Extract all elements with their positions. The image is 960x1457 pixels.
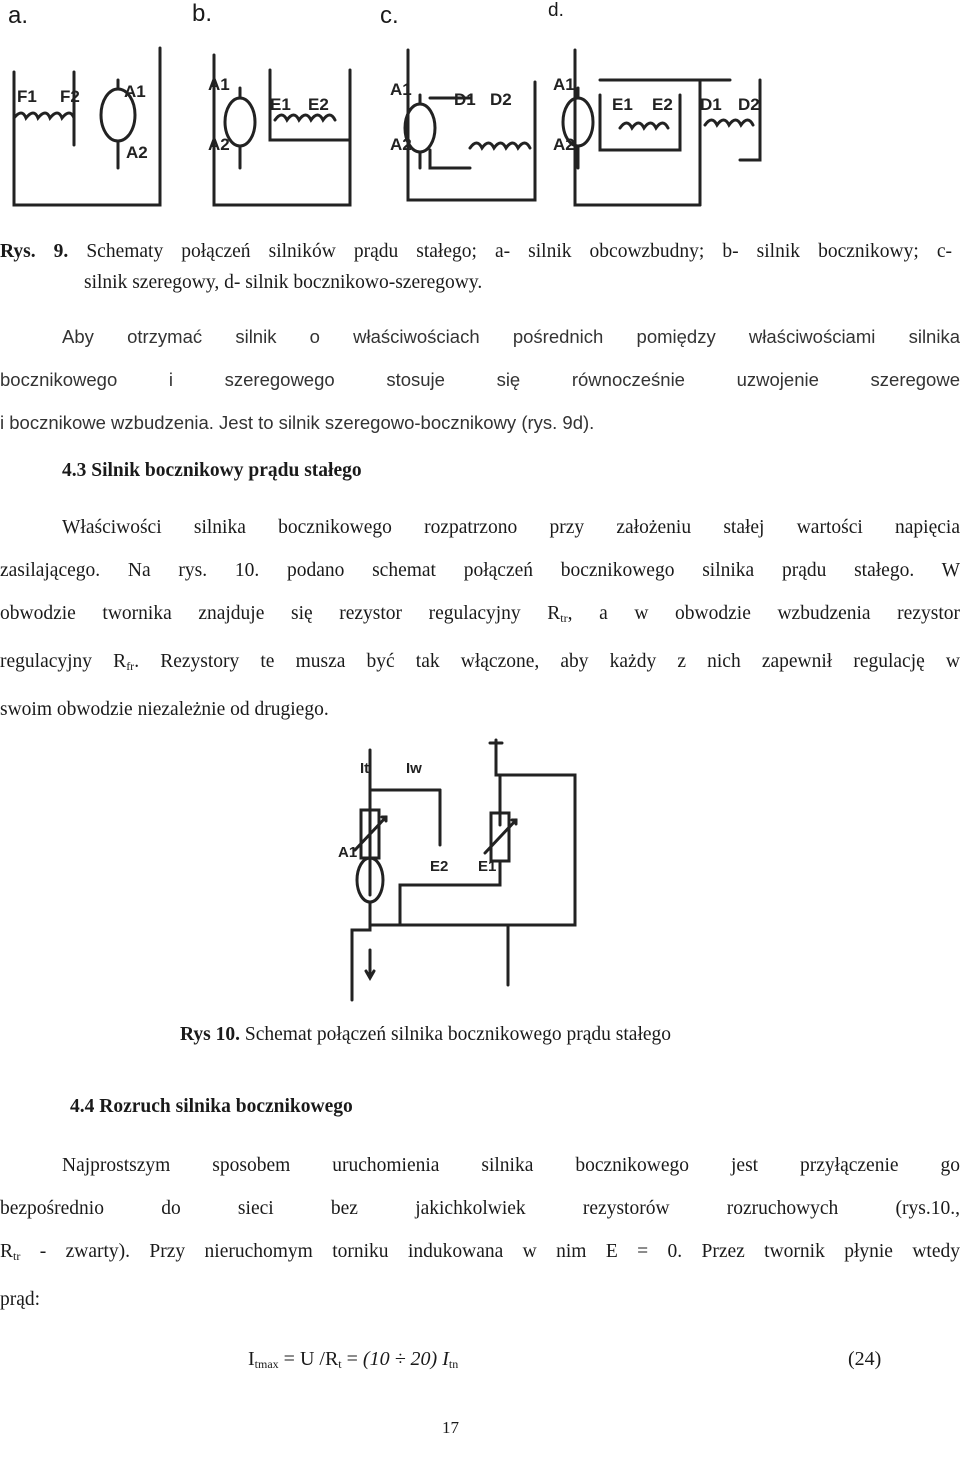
- terminal-label: A2: [208, 135, 230, 154]
- panel-label-d: d.: [548, 0, 564, 21]
- label-e2: E2: [430, 858, 449, 875]
- panel-label-b: b.: [192, 0, 213, 27]
- paragraph-3: [0, 1144, 960, 1321]
- terminal-label: D1: [454, 90, 476, 109]
- figure-10-caption: [180, 1024, 671, 1046]
- terminal-label: D2: [738, 95, 760, 114]
- terminal-label: A1: [124, 82, 146, 101]
- terminal-label: F1: [17, 87, 37, 106]
- paragraph-line: $R_{tr}$ - zwarty). Przy nieruchomym torniku indukowana w nim E = 0. Przez twornik płynie wtedy: [0, 1241, 960, 1263]
- section-heading-4-4: [70, 1096, 353, 1118]
- paragraph-line: bocznikowego i szeregowego stosuje się równocześnie uzwojenie szeregowe: [0, 369, 960, 390]
- terminal-label: E2: [308, 95, 329, 114]
- terminal-label: E2: [652, 95, 673, 114]
- terminal-label: D2: [490, 90, 512, 109]
- label-e1: E1: [478, 858, 497, 875]
- figure-10-schematic: [330, 735, 600, 1010]
- caption-label: Rys. 9.: [0, 241, 69, 262]
- terminal-label: A2: [390, 135, 412, 154]
- terminal-label: A1: [208, 75, 230, 94]
- paragraph-line: bezpośrednio do sieci bez jakichkolwiek rezystorów rozruchowych (rys.10.,: [0, 1198, 960, 1219]
- terminal-label: D1: [700, 95, 722, 114]
- section-title: Silnik bocznikowy prądu stałego: [91, 460, 362, 481]
- equation-number: (24): [848, 1348, 882, 1370]
- terminal-label: A2: [126, 143, 148, 162]
- caption-label: Rys 10.: [180, 1024, 240, 1045]
- paragraph-line: swoim obwodzie niezależnie od drugiego.: [0, 699, 329, 720]
- paragraph-line: i bocznikowe wzbudzenia. Jest to silnik szeregowo-bocznikowy (rys. 9d).: [0, 412, 595, 433]
- paragraph-2: [0, 506, 960, 731]
- equation-24: $I_{tmax} = U$ $/R_t = (10 \div 20)$ $I_{tn}$: [248, 1348, 459, 1371]
- paragraph-line: zasilającego. Na rys. 10. podano schemat połączeń bocznikowego silnika prądu stałego. W: [0, 560, 960, 581]
- paragraph-line: obwodzie twornika znajduje się rezystor regulacyjny $R_{tr}$, a w obwodzie wzbudzenia rezystor: [0, 603, 960, 625]
- paragraph-line: Najprostszym sposobem uruchomienia silnika bocznikowego jest przyłączenie go: [62, 1155, 960, 1176]
- panel-label-c: c.: [380, 2, 399, 29]
- page-number: 17: [442, 1418, 459, 1437]
- paragraph-line: Aby otrzymać silnik o właściwościach pośrednich pomiędzy właściwościami silnika: [62, 326, 960, 347]
- terminal-label: E1: [270, 95, 291, 114]
- paragraph-line: regulacyjny $R_{fr}$. Rezystory te musza być tak włączone, aby każdy z nich zapewnił regulację w: [0, 651, 960, 673]
- terminal-label: A1: [390, 80, 412, 99]
- section-number: 4.4: [70, 1096, 95, 1117]
- paragraph-line: Właściwości silnika bocznikowego rozpatrzono przy założeniu stałej wartości napięcia: [62, 517, 960, 538]
- figure-9-caption: [0, 236, 960, 298]
- caption-text: Schemat połączeń silnika bocznikowego prądu stałego: [244, 1024, 672, 1045]
- label-it: It: [360, 760, 370, 777]
- paragraph-line: prąd:: [0, 1289, 41, 1310]
- section-heading-4-3: [62, 460, 362, 482]
- figure-9-schematics: [0, 0, 960, 225]
- label-a1: A1: [338, 844, 358, 861]
- terminal-label: A2: [553, 135, 575, 154]
- figure-9: [0, 0, 960, 225]
- paragraph-1: [0, 315, 960, 444]
- panel-label-a: a.: [8, 2, 29, 29]
- label-iw: Iw: [406, 760, 422, 777]
- caption-line: silnik szeregowy, d- silnik bocznikowo-szeregowy.: [84, 272, 483, 293]
- section-title: Rozruch silnika bocznikowego: [99, 1096, 353, 1117]
- section-number: 4.3: [62, 460, 87, 481]
- terminal-label: E1: [612, 95, 633, 114]
- caption-line: Schematy połączeń silników prądu stałego; a- silnik obcowzbudny; b- silnik bocznikowy; c-: [86, 241, 952, 262]
- terminal-label: F2: [60, 87, 80, 106]
- terminal-label: A1: [553, 75, 575, 94]
